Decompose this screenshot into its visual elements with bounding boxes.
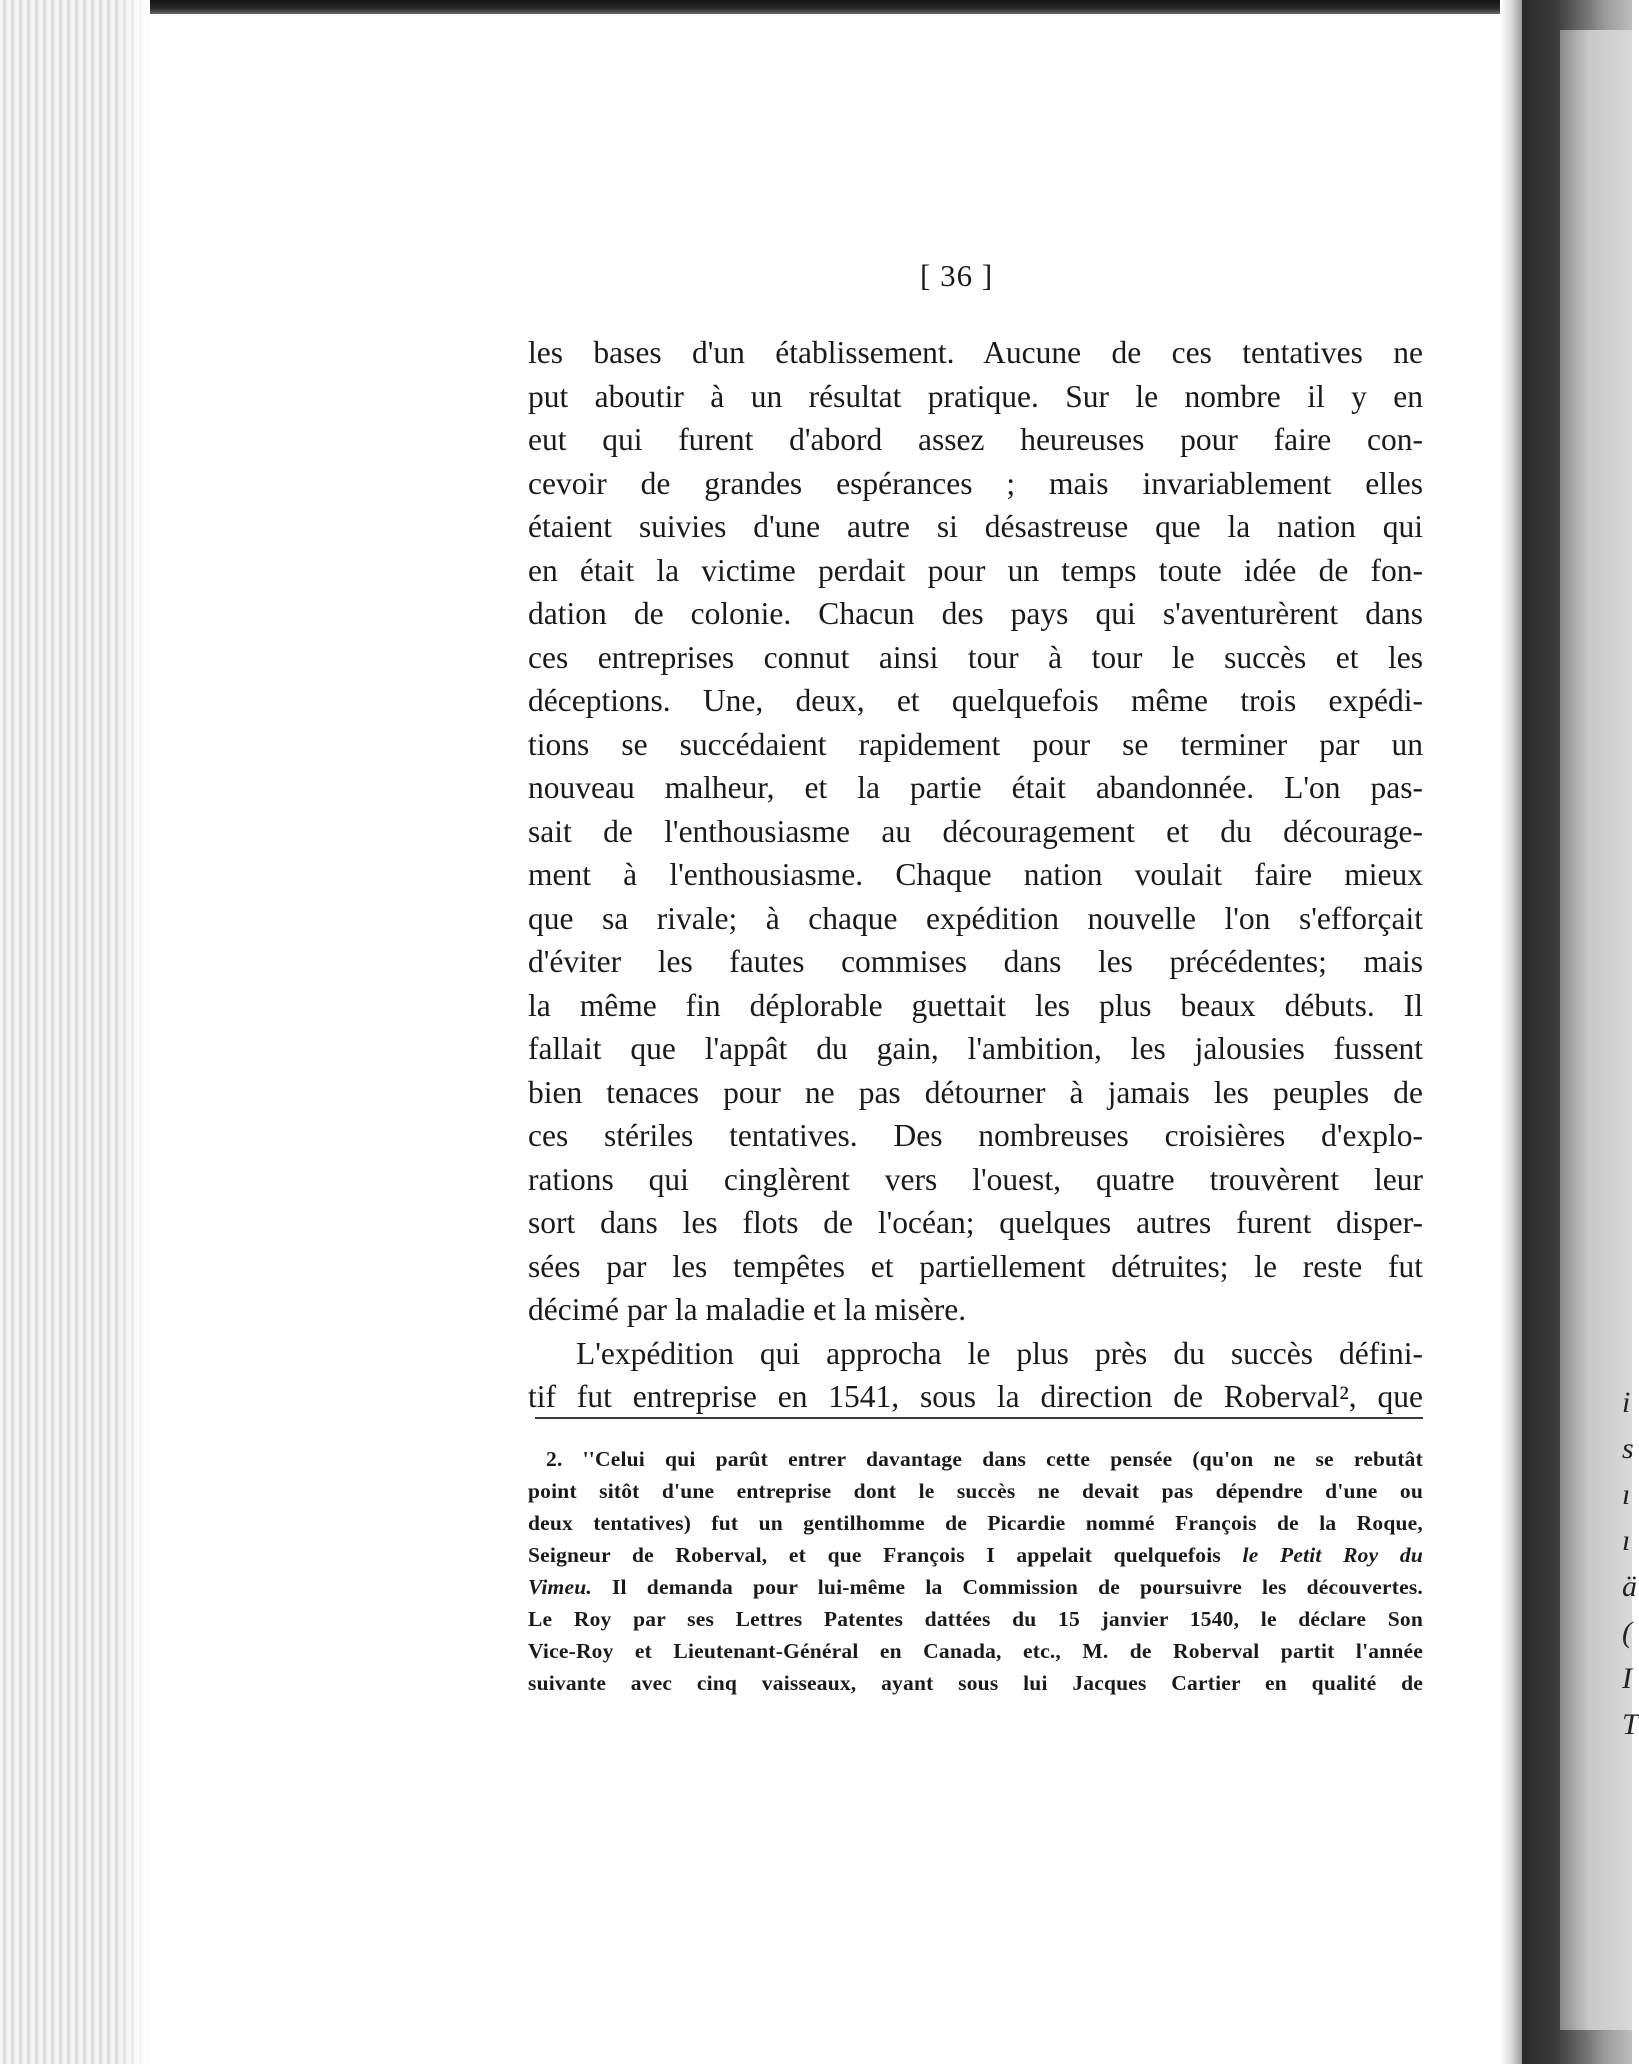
facing-mark: I <box>1622 1662 1632 1695</box>
facing-mark: T <box>1622 1708 1639 1741</box>
text-line: eut qui furent d'abord assez heureuses pour faire con- <box>528 422 1423 457</box>
text-line: tif fut entreprise en 1541, sous la direction de Roberval², que <box>528 1379 1423 1414</box>
text-line: sort dans les flots de l'océan; quelques autres furent disper- <box>528 1205 1423 1240</box>
text-line: rations qui cinglèrent vers l'ouest, quatre trouvèrent leur <box>528 1161 1423 1197</box>
text-line: nouveau malheur, et la partie était abandonnée. L'on pas- <box>528 770 1423 805</box>
footnote-divider <box>535 1417 1423 1419</box>
footnote-line: Le Roy par ses Lettres Patentes dattées du 15 janvier 1540, le déclare Son <box>528 1607 1423 1631</box>
footnote-block <box>528 1443 1423 1699</box>
facing-mark: ı <box>1622 1524 1631 1557</box>
footnote-line: deux tentatives) fut un gentilhomme de Picardie nommé François de la Roque, <box>528 1511 1423 1535</box>
book-gutter-shadow <box>1500 0 1522 2064</box>
footnote-line: point sitôt d'une entreprise dont le succès ne devait pas dépendre d'une ou <box>528 1479 1423 1503</box>
text-line: en était la victime perdait pour un temps toute idée de fon- <box>528 552 1423 588</box>
text-line: tions se succédaient rapidement pour se terminer par un <box>528 726 1423 762</box>
text-line: que sa rivale; à chaque expédition nouvelle l'on s'efforçait <box>528 900 1423 936</box>
text-line: ces stériles tentatives. Des nombreuses croisières d'explo- <box>528 1118 1423 1153</box>
footnote-italic-text: Vimeu. <box>528 1575 592 1599</box>
text-line: déceptions. Une, deux, et quelquefois même trois expédi- <box>528 683 1423 718</box>
footnote-text: Seigneur de Roberval, et que François I appelait quelquefois <box>528 1543 1221 1567</box>
text-line: sait de l'enthousiasme au découragement et du décourage- <box>528 813 1423 849</box>
footnote-line: suivante avec cinq vaisseaux, ayant sous lui Jacques Cartier en qualité de <box>528 1671 1423 1695</box>
text-line: sées par les tempêtes et partiellement détruites; le reste fut <box>528 1248 1423 1284</box>
footnote-italic-text: le Petit Roy du <box>1242 1543 1424 1567</box>
text-line: la même fin déplorable guettait les plus beaux débuts. Il <box>528 987 1423 1023</box>
text-line: cevoir de grandes espérances ; mais invariablement elles <box>528 465 1423 501</box>
text-line: ces entreprises connut ainsi tour à tour le succès et les <box>528 639 1423 675</box>
scanner-top-border <box>0 0 1632 14</box>
facing-mark: ı <box>1622 1478 1631 1511</box>
text-line: dation de colonie. Chacun des pays qui s'aventurèrent dans <box>528 596 1423 631</box>
text-line: fallait que l'appât du gain, l'ambition, les jalousies fussent <box>528 1031 1423 1066</box>
facing-mark: ( <box>1622 1616 1632 1649</box>
facing-mark: ä <box>1622 1570 1637 1603</box>
text-line: étaient suivies d'une autre si désastreuse que la nation qui <box>528 509 1423 544</box>
facing-mark: s <box>1622 1432 1634 1465</box>
footnote-line <box>528 1539 1423 1571</box>
text-line: les bases d'un établissement. Aucune de ces tentatives ne <box>528 335 1423 370</box>
footnote-line: Vice-Roy et Lieutenant-Général en Canada, etc., M. de Roberval partit l'année <box>528 1639 1423 1663</box>
text-line: put aboutir à un résultat pratique. Sur le nombre il y en <box>528 378 1423 414</box>
text-line: bien tenaces pour ne pas détourner à jamais les peuples de <box>528 1074 1423 1110</box>
book-page-edges <box>0 0 150 2064</box>
facing-mark: i <box>1622 1386 1631 1419</box>
footnote-line <box>528 1571 1423 1603</box>
main-text-block <box>528 331 1423 1419</box>
text-line: d'éviter les fautes commises dans les précédentes; mais <box>528 944 1423 979</box>
text-line: ment à l'enthousiasme. Chaque nation voulait faire mieux <box>528 857 1423 892</box>
page-number: [ 36 ] <box>920 258 994 293</box>
facing-page-text-fragments <box>1622 1380 1639 1748</box>
footnote-line: 2. ''Celui qui parût entrer davantage dans cette pensée (qu'on ne se rebutât <box>546 1447 1423 1471</box>
text-line: décimé par la maladie et la misère. <box>528 1292 967 1327</box>
footnote-text: Il demanda pour lui-même la Commission de poursuivre les découvertes. <box>591 1575 1423 1599</box>
text-line-paragraph-start: L'expédition qui approcha le plus près du succès défini- <box>576 1335 1423 1371</box>
